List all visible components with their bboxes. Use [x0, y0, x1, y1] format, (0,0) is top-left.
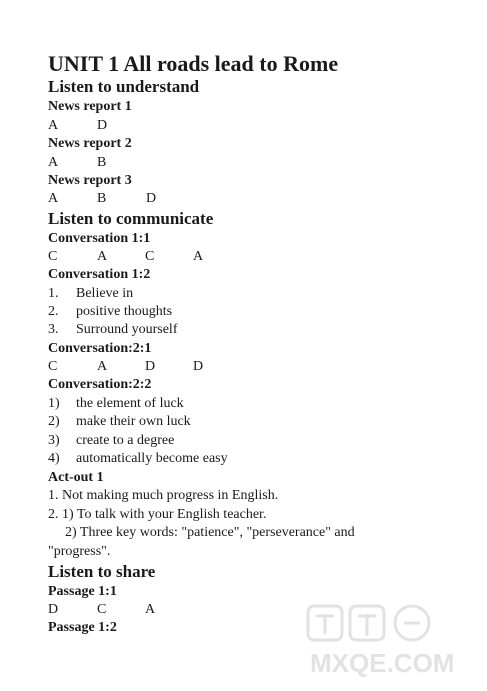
unit-title: UNIT 1 All roads lead to Rome	[48, 51, 339, 76]
item-number: 2)	[48, 414, 60, 429]
answer: C	[145, 249, 155, 264]
conversation-1-2-label: Conversation 1:2	[48, 267, 151, 282]
item-number: 3.	[48, 322, 59, 337]
answer: C	[97, 602, 107, 617]
item-text: make their own luck	[76, 414, 191, 429]
item-number: 1.	[48, 286, 59, 301]
answer: A	[145, 602, 156, 617]
answer: D	[97, 118, 108, 133]
answer: D	[48, 602, 59, 617]
item-text: Believe in	[76, 286, 134, 301]
answer: C	[48, 359, 58, 374]
answer: A	[48, 155, 59, 170]
news-report-3-label: News report 3	[48, 173, 132, 188]
news-report-1-label: News report 1	[48, 99, 132, 114]
watermark-logo-icon	[300, 602, 480, 682]
answer: B	[97, 191, 107, 206]
act-out-1-label: Act-out 1	[48, 470, 104, 485]
conversation-1-1-label: Conversation 1:1	[48, 231, 151, 246]
section-heading-listen-to-share: Listen to share	[48, 562, 156, 581]
answer: C	[48, 249, 58, 264]
item-number: 2.	[48, 304, 59, 319]
item-text: the element of luck	[76, 396, 184, 411]
answer: A	[97, 249, 108, 264]
item-text: Surround yourself	[76, 322, 178, 337]
item-number: 4)	[48, 451, 60, 466]
passage-1-2-label: Passage 1:2	[48, 620, 117, 635]
act-out-line: 2. 1) To talk with your English teacher.	[48, 507, 267, 522]
item-text: create to a degree	[76, 433, 175, 448]
item-text: positive thoughts	[76, 304, 173, 319]
act-out-line: "progress".	[48, 544, 111, 559]
section-heading-listen-to-communicate: Listen to communicate	[48, 209, 214, 228]
news-report-2-label: News report 2	[48, 136, 132, 151]
passage-1-1-label: Passage 1:1	[48, 584, 117, 599]
item-text: automatically become easy	[76, 451, 228, 466]
answer: A	[48, 118, 59, 133]
answer: A	[193, 249, 204, 264]
answer: D	[193, 359, 204, 374]
act-out-line: 2) Three key words: "patience", "perseverance" and	[65, 525, 355, 540]
item-number: 1)	[48, 396, 60, 411]
item-number: 3)	[48, 433, 60, 448]
answer: D	[146, 191, 157, 206]
answer: A	[97, 359, 108, 374]
section-heading-listen-to-understand: Listen to understand	[48, 77, 200, 96]
watermark-text: MXQE.COM	[310, 648, 455, 678]
answer: A	[48, 191, 59, 206]
act-out-line: 1. Not making much progress in English.	[48, 488, 279, 503]
answer: B	[97, 155, 107, 170]
answer: D	[145, 359, 156, 374]
conversation-2-1-label: Conversation:2:1	[48, 341, 152, 356]
conversation-2-2-label: Conversation:2:2	[48, 377, 152, 392]
